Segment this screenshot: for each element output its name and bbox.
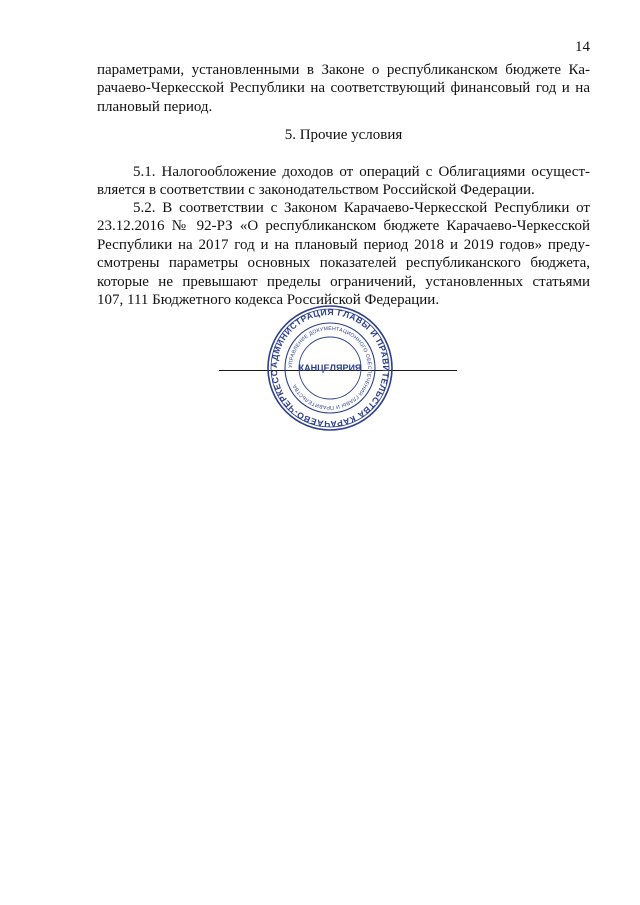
paragraph-line: 23.12.2016 № 92-РЗ «О республиканском бюджете Карачаево-Черкесской (97, 218, 590, 235)
official-stamp (265, 303, 395, 433)
paragraph-line: вляется в соответствии с законодательством Российской Федерации. (97, 182, 535, 199)
stamp-center-text: КАНЦЕЛЯРИЯ (298, 363, 362, 373)
clause-5-2 (97, 199, 590, 309)
paragraph-line: смотрены параметры основных показателей республиканского бюджета, (97, 255, 590, 272)
paragraph-line: 5.2. В соответствии с Законом Карачаево-Черкесской Республики от (133, 200, 590, 216)
stamp-inner-text: УПРАВЛЕНИЕ ДОКУМЕНТАЦИОННОГО ОБЕСПЕЧЕНИЯ ГЛАВЫ И ПРАВИТЕЛЬСТВА (287, 325, 373, 411)
clause-5-1 (97, 163, 590, 200)
section-heading: 5. Прочие условия (284, 127, 403, 143)
paragraph-line: параметрами, установленными в Законе о республиканском бюджете Ка- (97, 62, 590, 78)
stamp-outer-text: АДМИНИСТРАЦИЯ ГЛАВЫ И ПРАВИТЕЛЬСТВА КАРАЧАЕВО-ЧЕРКЕСС (268, 306, 392, 430)
paragraph-line: Республики на 2017 год и на плановый период 2018 и 2019 годов» преду- (97, 236, 590, 253)
paragraph-line: 107, 111 Бюджетного кодекса Российской Федерации. (97, 292, 440, 309)
paragraph-line: рачаево-Черкесской Республики на соответствующий финансовый год и на (97, 80, 590, 97)
page-number: 14 (575, 39, 590, 55)
intro-paragraph (97, 61, 590, 116)
paragraph-line: плановый период. (97, 98, 213, 115)
paragraph-line: которые не превышают пределы ограничений, установленных статьями (97, 273, 590, 290)
stamp-seal-icon (265, 303, 395, 433)
paragraph-line: 5.1. Налогообложение доходов от операций с Облигациями осущест- (133, 164, 590, 180)
